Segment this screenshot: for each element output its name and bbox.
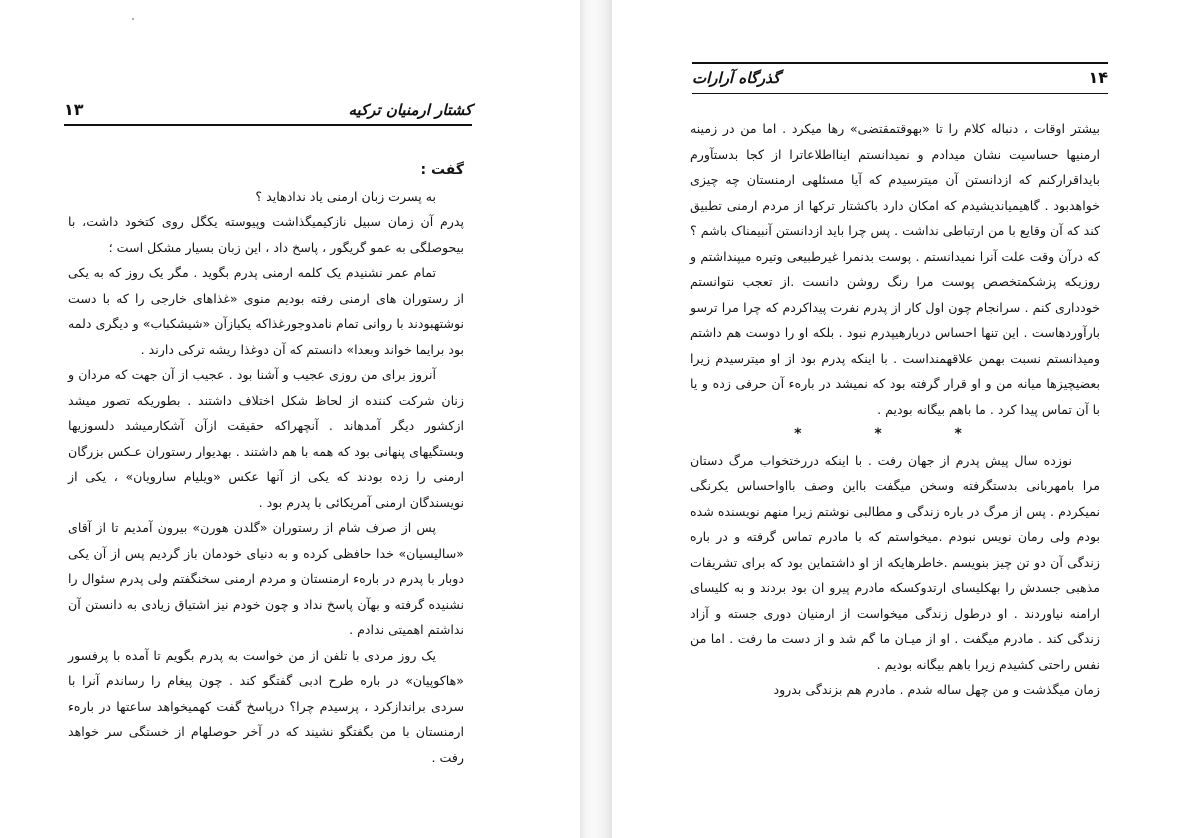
paragraph: آنروز برای من روزی عجیب و آشنا بود . عجیب از آن جهت که مردان و زنان شرکت کننده از لحاظ شکل اختلاف داشتند . بطوریکه تصور میشد ازکشور دیگر آمدهاند . آنچهراکه حقیقت ازآن آشکارمیشد دلسوزیها وبستگیهای پنهانی بود که همه با هم داشتند . بهدیوار رستوران عـکس بزرگان ارمنی را زده بودند که یکی از آنها عکس «ویلیام سارویان» ، یکی از نویسندگان ارمنی آمریکائی با پدرم بود . [68, 367, 464, 510]
right-header-rule-lower [692, 93, 1108, 94]
left-page [0, 0, 580, 838]
scan-speck [132, 18, 134, 20]
paragraph: پدرم آن زمان سبیل نازکیمیگذاشت وپیوسته یکگل روی کتخود داشت، با بیحوصلگی به عمو گریگور ، پاسخ داد ، این زبان بسیار مشکل است ؛ [68, 214, 464, 255]
paragraph: یک روز مردی با تلفن از من خواست به پدرم بگویم تا آمده با پرفسور «هاکوپیان» در باره طرح ادبی گفتگو کند . چون پیغام را رساندم آنرا با سردی براندازکرد ، پرسیدم چرا؟ درپاسخ گفت کهمیخواهد ساعتها در بارهء ارمنستان با من بگفتگو نشیند که در آخر حوصلهام از خستگی سر خواهد رفت . [68, 647, 464, 765]
paragraph: پس از صرف شام از رستوران «گلدن هورن» بیرون آمدیم تا از آقای «سالیسیان» خدا حافظی کرده و به دنیای خودمان باز گردیم پس از آن یکی دوبار با پدرم در بارهء ارمنستان و مردم ارمنی سخنگفتم ولی پدرم سئوال را نشنیده گرفته و بهآن پاسخ نداد و چون خودم نیز اشتیاق زیادی به دانستن آن نداشتم اهمیتی ندادم . [68, 520, 464, 637]
paragraph: بیشتر اوقات ، دنباله کلام را تا «بهوقتمقتضی» رها میکرد . اما من در زمینه ارمنیها حساسیت نشان میدادم و نمیدانستم اینااطلاعاترا از کجا بدستآورم بایداقرارکنم که ازدانستن آن میترسیدم که آیا مسئلهی ارمنستان چه چیزی خواهدبود . گاهیمیاندیشیدم که امکان دارد باکشتار ترکها از مردم ارمنی تطبیق کند که آن وقایع با من ارتباطی نداشت . پس چرا باید ازدانستن آنبیمناک باشم ؟ که درآن وقت علت آنرا نمیدانستم . پوست بدنمرا غیرطبیعی وتیره میپنداشتم و روزیکه پزشکمتخصص پوست مرا رنگ روشن دانست .از تعجب نتوانستم خودداری کنم . سرانجام چون اول کار از پدرم نفرت پیداکردم که چرا مرا ترسو بارآوردهاست . این تنها احساس دربارهیپدرم نبود . بلکه او را دوست هم داشتم ومیدانستم نسبت بهمن علاقهمنداست . با اینکه پدرم بود از او میترسیدم زیرا بعضیچیزها میانه من و او قرار گرفته بود که نمیشد در بارهء آن حرفی زده و یا با آن تماس پیدا کرد . ما باهم بیگانه بودیم . [690, 121, 1100, 417]
left-page-title: کشتار ارمنیان ترکیه [348, 101, 472, 119]
paragraph: تمام عمر نشنیدم یک کلمه ارمنی پدرم بگوید . مگر یک روز که به یکی از رستوران های ارمنی رفته بودیم منوی «غذاهای خارجی را که با دست نوشتهبودند با روانی تمام نامدوجورغذاکه یکیازآن «شیشکباب» و دیگری دلمه بود برایما خواند وبعدا» دانستم که آن دوغذا ریشه ترکی دارند . [68, 265, 464, 357]
right-page-title: گذرگاه آرارات [692, 69, 781, 87]
left-page-header [64, 100, 472, 119]
right-page-header [692, 68, 1108, 87]
paragraph: زمان میگذشت و من چهل ساله شدم . مادرم هم بزندگی بدرود [773, 682, 1100, 697]
dialogue-label: گفت : [420, 162, 464, 178]
right-page-body [690, 116, 1100, 703]
paragraph: به پسرت زبان ارمنی یاد ندادهاید ؟ [255, 188, 436, 204]
right-header-rule [692, 62, 1108, 64]
left-page-number: ۱۳ [64, 100, 84, 119]
right-page [612, 0, 1196, 838]
book-gutter [580, 0, 612, 838]
section-separator: * * * [794, 426, 996, 442]
right-page-number: ۱۴ [1088, 68, 1108, 87]
paragraph: نوزده سال پیش پدرم از جهان رفت . با اینکه دررختخواب مرگ دستان مرا بامهربانی بدستگرفته وسخن میگفت بااین وصف بااواحساس یکرنگی نمیکردم . پس از مرگ در باره زندگی و مطالبی نوشتم زیرا منهم نویسنده شده بودم ولی رمان نویس نبودم .میخواستم که با مادرم تماس گرفته و در باره زندگی آن دو تن چیز بنویسم .خاطرهایکه از او داشتماین بود که برای تشریفات مذهبی جسدش را بهکلیسای ارتدوکسکه مادرم پیرو ان بود بردند و به کلیسای ارامنه نیاوردند . او درطول زندگی میخواست از ارمنیان دوری جسته و آزاد زندگی کند . مادرم میگفت . او از میـان ما گم شد و از دست ما رفت . اما من نفس راحتی کشیدم زیرا باهم بیگانه بودیم . [690, 452, 1100, 672]
left-header-rule [64, 124, 472, 126]
left-page-body [68, 158, 464, 770]
